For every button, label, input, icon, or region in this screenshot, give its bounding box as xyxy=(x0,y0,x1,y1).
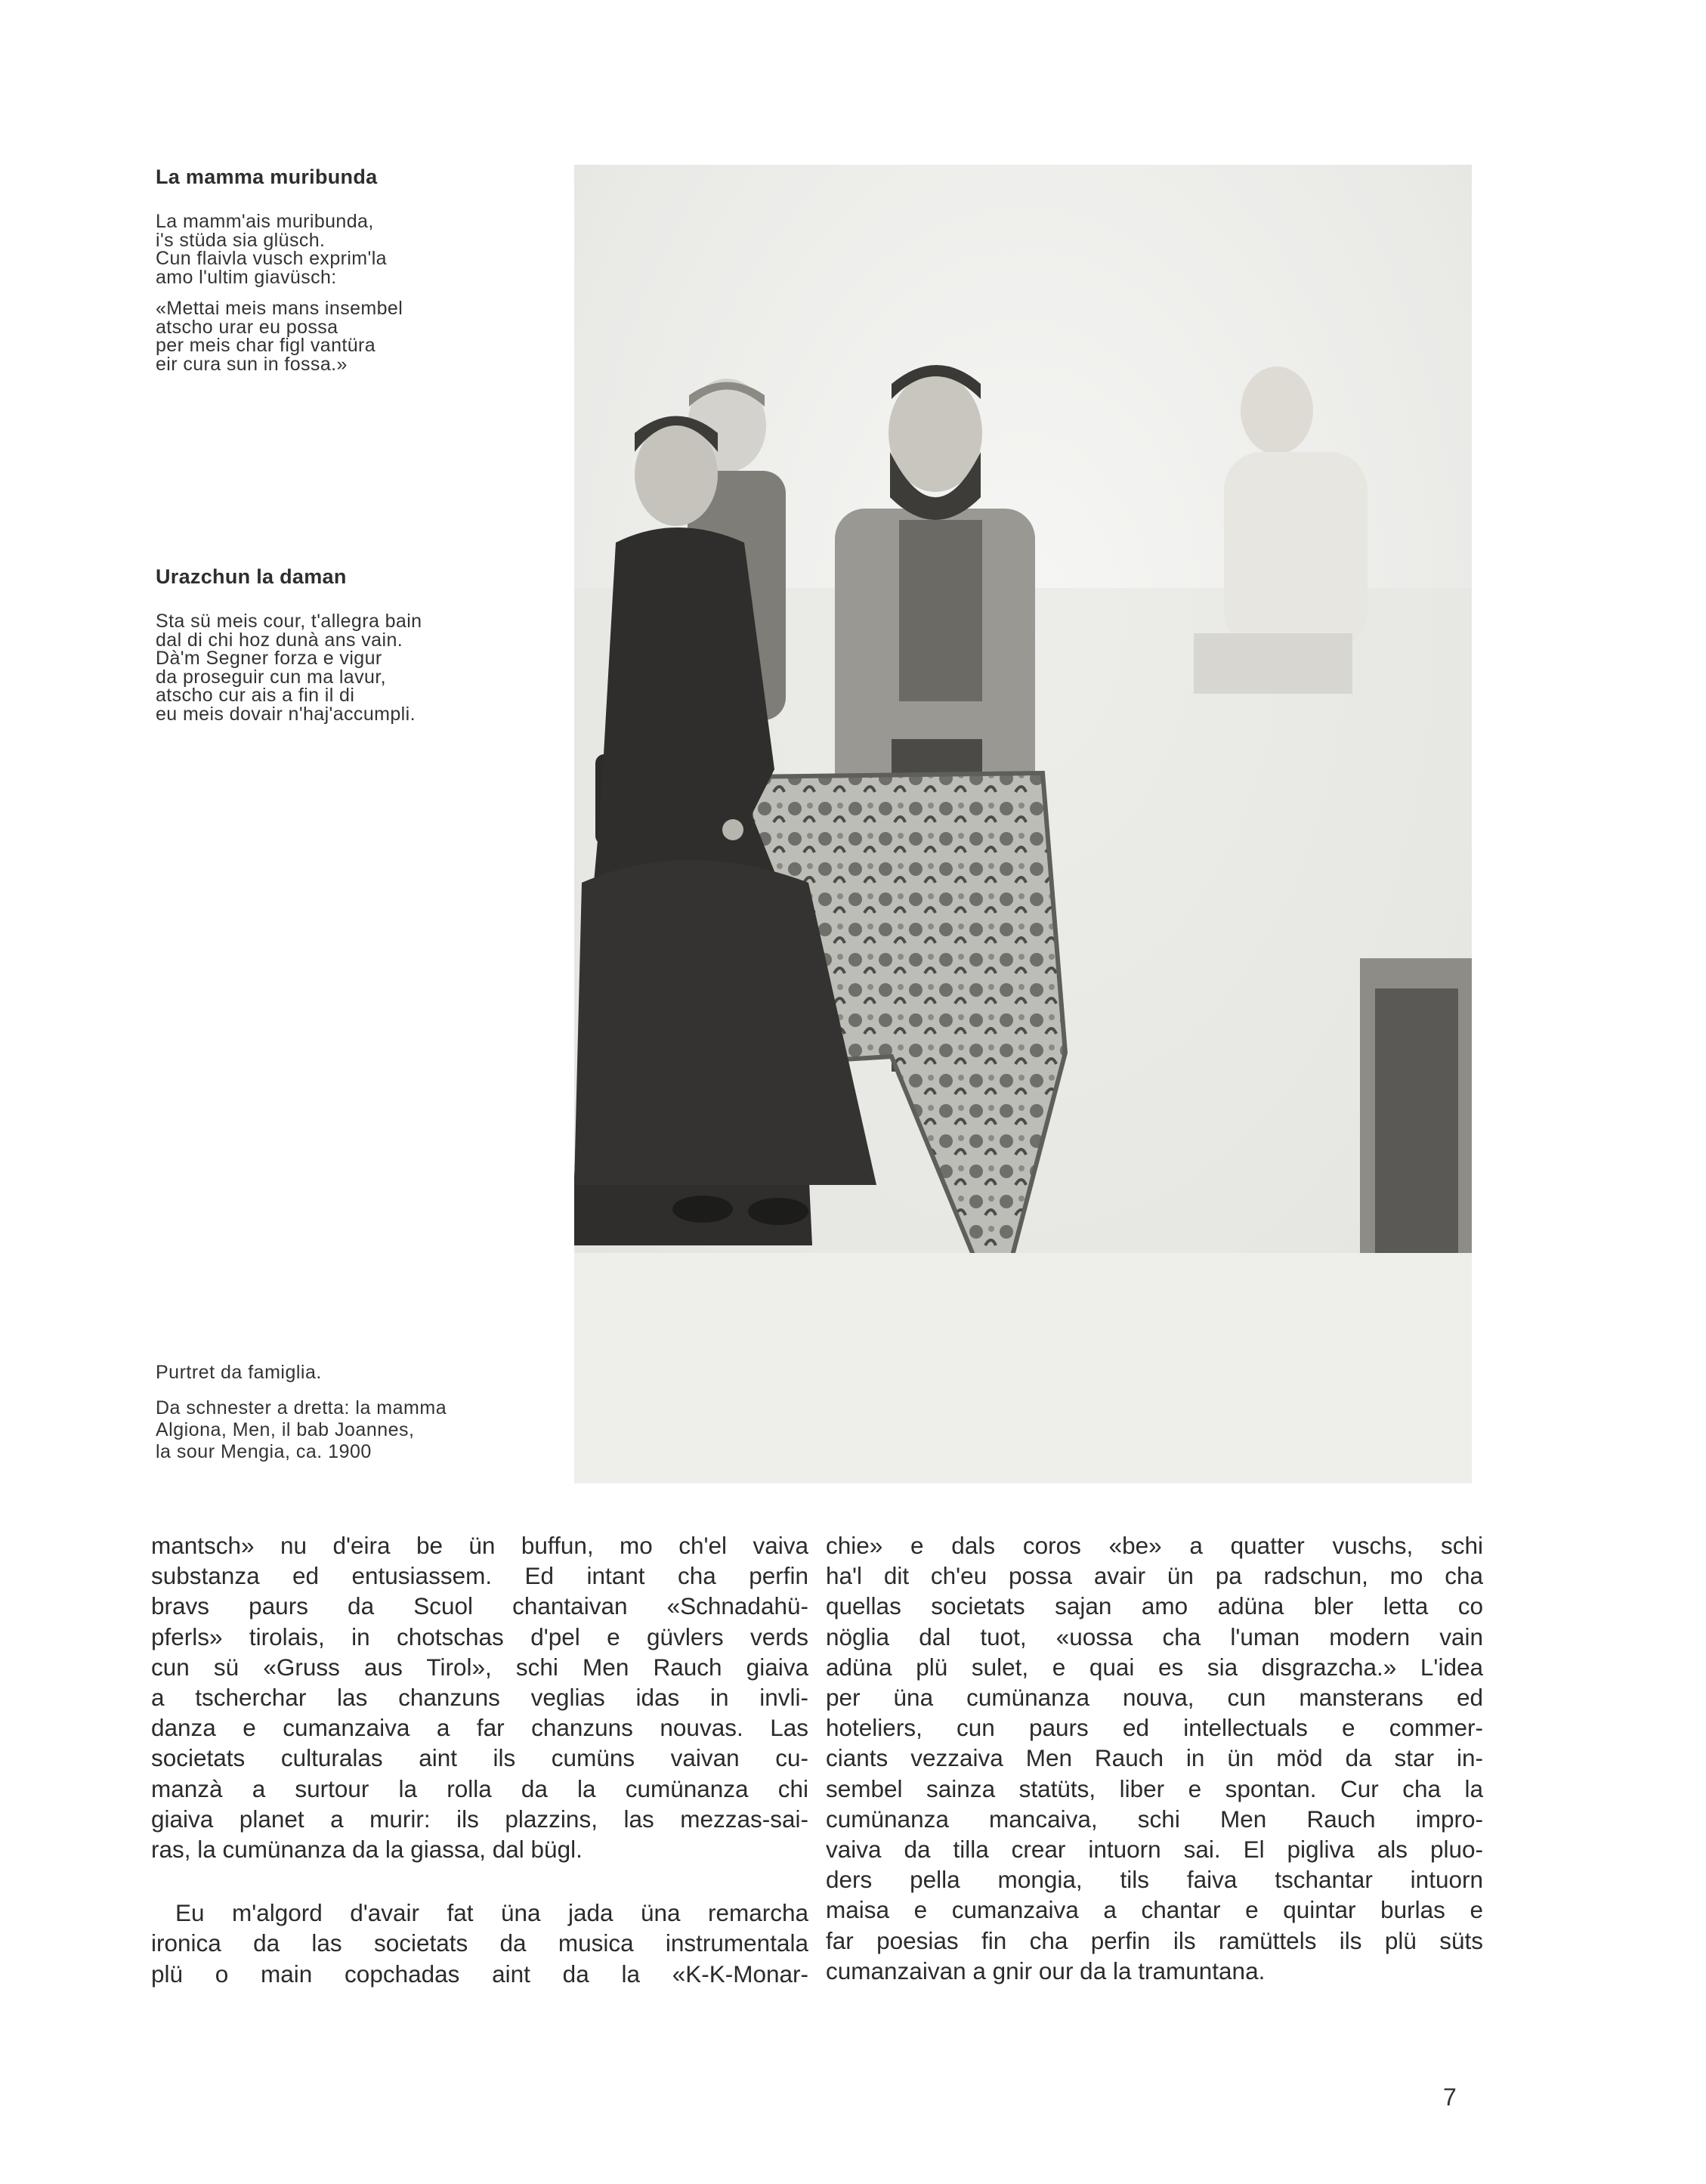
poem-line: dal di chi hoz dunà ans vain. xyxy=(156,629,403,651)
body-paragraph xyxy=(826,1530,1483,1986)
body-line: danza e cumanzaiva a far chanzuns nouvas. Las xyxy=(151,1714,808,1742)
body-line: Eu m'algord d'avair fat üna jada üna remarcha xyxy=(175,1899,808,1927)
poem-line: eir cura sun in fossa.» xyxy=(156,353,348,375)
body-line: societats culturalas aint ils cumüns vaivan cu- xyxy=(151,1744,808,1772)
poem-la-mamma-muribunda xyxy=(156,166,564,373)
poem-line: Sta sü meis cour, t'allegra bain xyxy=(156,611,422,632)
body-line: cun sü «Gruss aus Tirol», schi Men Rauch giaiva xyxy=(151,1653,808,1681)
poem-line: «Mettai meis mans insembel xyxy=(156,298,403,319)
poem-line: amo l'ultim giavüsch: xyxy=(156,266,337,288)
poem-line: Dà'm Segner forza e vigur xyxy=(156,648,382,669)
body-line: bravs paurs da Scuol chantaivan «Schnadahü- xyxy=(151,1592,808,1620)
body-line: ders pella mongia, tils faiva tschantar intuorn xyxy=(826,1866,1483,1894)
poem-line: Cun flaivla vusch exprim'la xyxy=(156,248,387,269)
poem-line: atscho cur ais a fin il di xyxy=(156,685,355,706)
poem-line: per meis char figl vantüra xyxy=(156,335,376,356)
body-line: adüna plü sulet, e quai es sia disgrazcha.» L'idea xyxy=(826,1653,1483,1681)
body-line: nöglia dal tuot, «uossa cha l'uman modern vain xyxy=(826,1623,1483,1650)
body-line: maisa e cumanzaiva a chantar e quintar burlas e xyxy=(826,1896,1483,1924)
body-line: substanza ed entusiassem. Ed intant cha perfin xyxy=(151,1562,808,1590)
caption-title: Purtret da famiglia. xyxy=(156,1362,322,1383)
page-number: 7 xyxy=(1443,2083,1457,2111)
body-line: giaiva planet a murir: ils plazzins, las mezzas-sai- xyxy=(151,1805,808,1833)
poem-stanza xyxy=(156,299,564,373)
poem-stanza xyxy=(156,612,564,723)
poem-line: eu meis dovair n'haj'accumpli. xyxy=(156,703,416,725)
photo-caption xyxy=(156,1362,564,1463)
body-line: plü o main copchadas aint da la «K-K-Monar- xyxy=(151,1960,808,1988)
body-line: hoteliers, cun paurs ed intellectuals e commer- xyxy=(826,1714,1483,1742)
poem-line: da proseguir cun ma lavur, xyxy=(156,666,387,688)
caption-line: Algiona, Men, il bab Joannes, xyxy=(156,1419,415,1440)
body-paragraph xyxy=(151,1530,808,1864)
body-line: ras, la cumünanza da la giassa, dal bügl. xyxy=(151,1836,583,1864)
body-column-left xyxy=(151,1530,808,1989)
body-line: pferls» tirolais, in chotschas d'pel e güvlers verds xyxy=(151,1623,808,1650)
poem-stanza xyxy=(156,212,564,286)
body-line: chie» e dals coros «be» a quatter vuschs, schi xyxy=(826,1532,1483,1559)
poem-title: La mamma muribunda xyxy=(156,166,378,188)
poem-line: atscho urar eu possa xyxy=(156,316,338,338)
family-portrait-photo xyxy=(574,165,1472,1483)
body-line: manzà a surtour la rolla da la cumünanza chi xyxy=(151,1774,808,1802)
caption-line: Da schnester a dretta: la mamma xyxy=(156,1397,447,1418)
body-line: far poesias fin cha perfin ils ramüttels ils plü süts xyxy=(826,1926,1483,1954)
body-line: cumanzaivan a gnir our da la tramuntana. xyxy=(826,1957,1266,1984)
poem-urazchun-la-daman xyxy=(156,565,564,723)
body-line: ha'l dit ch'eu possa avair ün pa radschun, mo cha xyxy=(826,1562,1483,1590)
body-line: cumünanza mancaiva, schi Men Rauch impro- xyxy=(826,1805,1483,1833)
caption-line: la sour Mengia, ca. 1900 xyxy=(156,1441,372,1462)
poem-line: La mamm'ais muribunda, xyxy=(156,211,374,232)
body-line: quellas societats sajan amo adüna bler letta co xyxy=(826,1592,1483,1620)
poem-line: i's stüda sia glüsch. xyxy=(156,229,326,251)
family-portrait-illustration xyxy=(574,165,1472,1483)
body-line: per üna cumünanza nouva, cun mansterans ed xyxy=(826,1684,1483,1712)
body-line: ironica da las societats da musica instrumentala xyxy=(151,1929,808,1957)
body-line: sembel sainza statüts, liber e spontan. Cur cha la xyxy=(826,1774,1483,1802)
body-column-right xyxy=(826,1530,1483,1986)
body-line: a tscherchar las chanzuns veglias idas in invli- xyxy=(151,1684,808,1712)
poem-title: Urazchun la daman xyxy=(156,565,347,588)
body-line: vaiva da tilla crear intuorn sai. El pigliva als pluo- xyxy=(826,1836,1483,1864)
body-line: mantsch» nu d'eira be ün buffun, mo ch'el vaiva xyxy=(151,1532,808,1559)
body-paragraph xyxy=(151,1898,808,1989)
body-line: ciants vezzaiva Men Rauch in ün möd da star in- xyxy=(826,1744,1483,1772)
